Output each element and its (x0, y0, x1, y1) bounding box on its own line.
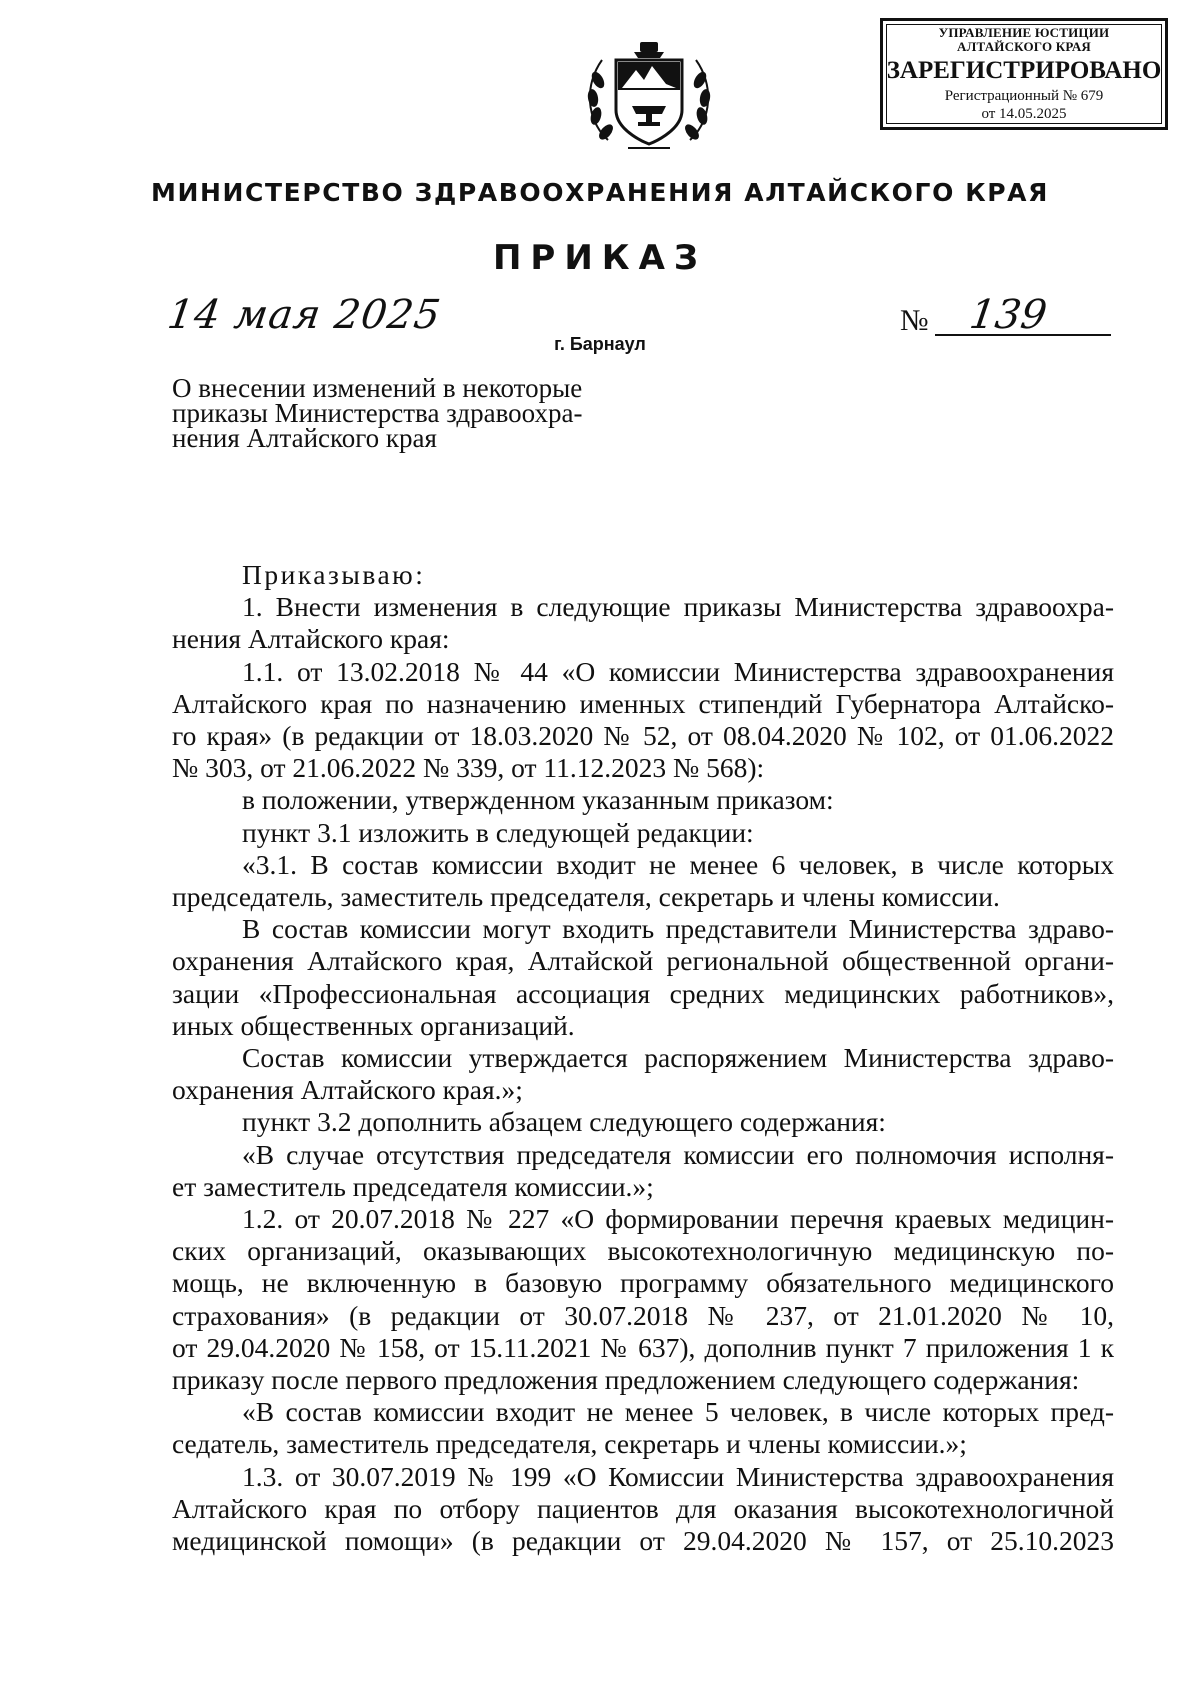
body-line: 1.1. от 13.02.2018 № 44 «О комиссии Министерства здравоохранения (242, 655, 1114, 687)
subject-line: О внесении изменений в некоторые (172, 373, 583, 403)
body-line: ских организаций, оказывающих высокотехнологичную медицинскую по- (172, 1235, 1114, 1267)
ministry-name: МИНИСТЕРСТВО ЗДРАВООХРАНЕНИЯ АЛТАЙСКОГО КРАЯ (151, 178, 1049, 207)
body-line: Алтайского края по отбору пациентов для оказания высокотехнологичной (172, 1492, 1114, 1524)
stamp-department-line1: УПРАВЛЕНИЕ ЮСТИЦИИ (938, 24, 1110, 40)
body-line: мощь, не включенную в базовую программу обязательного медицинского (172, 1267, 1114, 1299)
body-line: ет заместитель председателя комиссии.»; (172, 1170, 654, 1202)
body-line: Алтайского края по назначению именных стипендий Губернатора Алтайско- (172, 687, 1114, 719)
body-line: медицинской помощи» (в редакции от 29.04.2020 № 157, от 25.10.2023 (172, 1525, 1114, 1557)
body-line: «3.1. В состав комиссии входит не менее 6 человек, в числе которых (242, 848, 1114, 880)
city: г. Барнаул (554, 334, 646, 354)
subject-line: приказы Министерства здравоохра- (172, 398, 583, 428)
stamp-status: ЗАРЕГИСТРИРОВАНО (886, 56, 1162, 84)
body-line-ordering: Приказываю: (242, 559, 426, 590)
body-line: 1.2. от 20.07.2018 № 227 «О формировании перечня краевых медицин- (242, 1203, 1114, 1235)
body-line: «В случае отсутствия председателя комиссии его полномочия исполня- (242, 1138, 1114, 1170)
stamp-date: от 14.05.2025 (981, 105, 1067, 122)
altai-krai-coat-of-arms-icon (578, 40, 720, 160)
registration-stamp-frame (886, 24, 1162, 124)
subject-line: нения Алтайского края (172, 423, 437, 453)
body-line: от 29.04.2020 № 158, от 15.11.2021 № 637), дополнив пункт 7 приложения 1 к (172, 1331, 1114, 1363)
body-line: иных общественных организаций. (172, 1009, 575, 1041)
body-line: охранения Алтайского края, Алтайской региональной общественной органи- (172, 945, 1114, 977)
stamp-reg-number: Регистрационный № 679 (944, 87, 1104, 104)
order-number-label: № (900, 304, 929, 337)
body-line: председатель, заместитель председателя, секретарь и члены комиссии. (172, 881, 1000, 913)
order-number-handwritten: 139 (966, 292, 1050, 338)
registration-stamp (880, 18, 1168, 130)
body-line: зации «Профессиональная ассоциация средних медицинских работников», (172, 977, 1114, 1009)
body-line: В состав комиссии могут входить представители Министерства здраво- (242, 913, 1114, 945)
order-body (172, 559, 1114, 1557)
order-subject (172, 373, 642, 453)
body-line: пункт 3.2 дополнить абзацем следующего содержания: (242, 1106, 886, 1138)
body-line: седатель, заместитель председателя, секретарь и члены комиссии.»; (172, 1428, 967, 1460)
document-type: ПРИКАЗ (492, 238, 708, 278)
body-line: страхования» (в редакции от 30.07.2018 № 237, от 21.01.2020 № 10, (172, 1299, 1114, 1331)
body-line: Состав комиссии утверждается распоряжением Министерства здраво- (242, 1042, 1114, 1074)
body-line: приказу после первого предложения предложением следующего содержания: (172, 1364, 1080, 1396)
stamp-department-line2: АЛТАЙСКОГО КРАЯ (957, 38, 1091, 54)
body-line: «В состав комиссии входит не менее 5 человек, в числе которых пред- (242, 1396, 1114, 1428)
body-line: нения Алтайского края: (172, 623, 450, 655)
body-line: 1.3. от 30.07.2019 № 199 «О Комиссии Министерства здравоохранения (242, 1460, 1114, 1492)
body-line: пункт 3.1 изложить в следующей редакции: (242, 816, 754, 848)
body-line: 1. Внести изменения в следующие приказы Министерства здравоохра- (242, 591, 1114, 623)
body-line: в положении, утвержденном указанным приказом: (242, 784, 834, 816)
order-date-handwritten: 14 мая 2025 (164, 292, 444, 338)
body-line: охранения Алтайского края.»; (172, 1074, 523, 1106)
body-line: № 303, от 21.06.2022 № 339, от 11.12.2023 № 568): (172, 752, 765, 784)
body-line: го края» (в редакции от 18.03.2020 № 52, от 08.04.2020 № 102, от 01.06.2022 (172, 720, 1114, 752)
